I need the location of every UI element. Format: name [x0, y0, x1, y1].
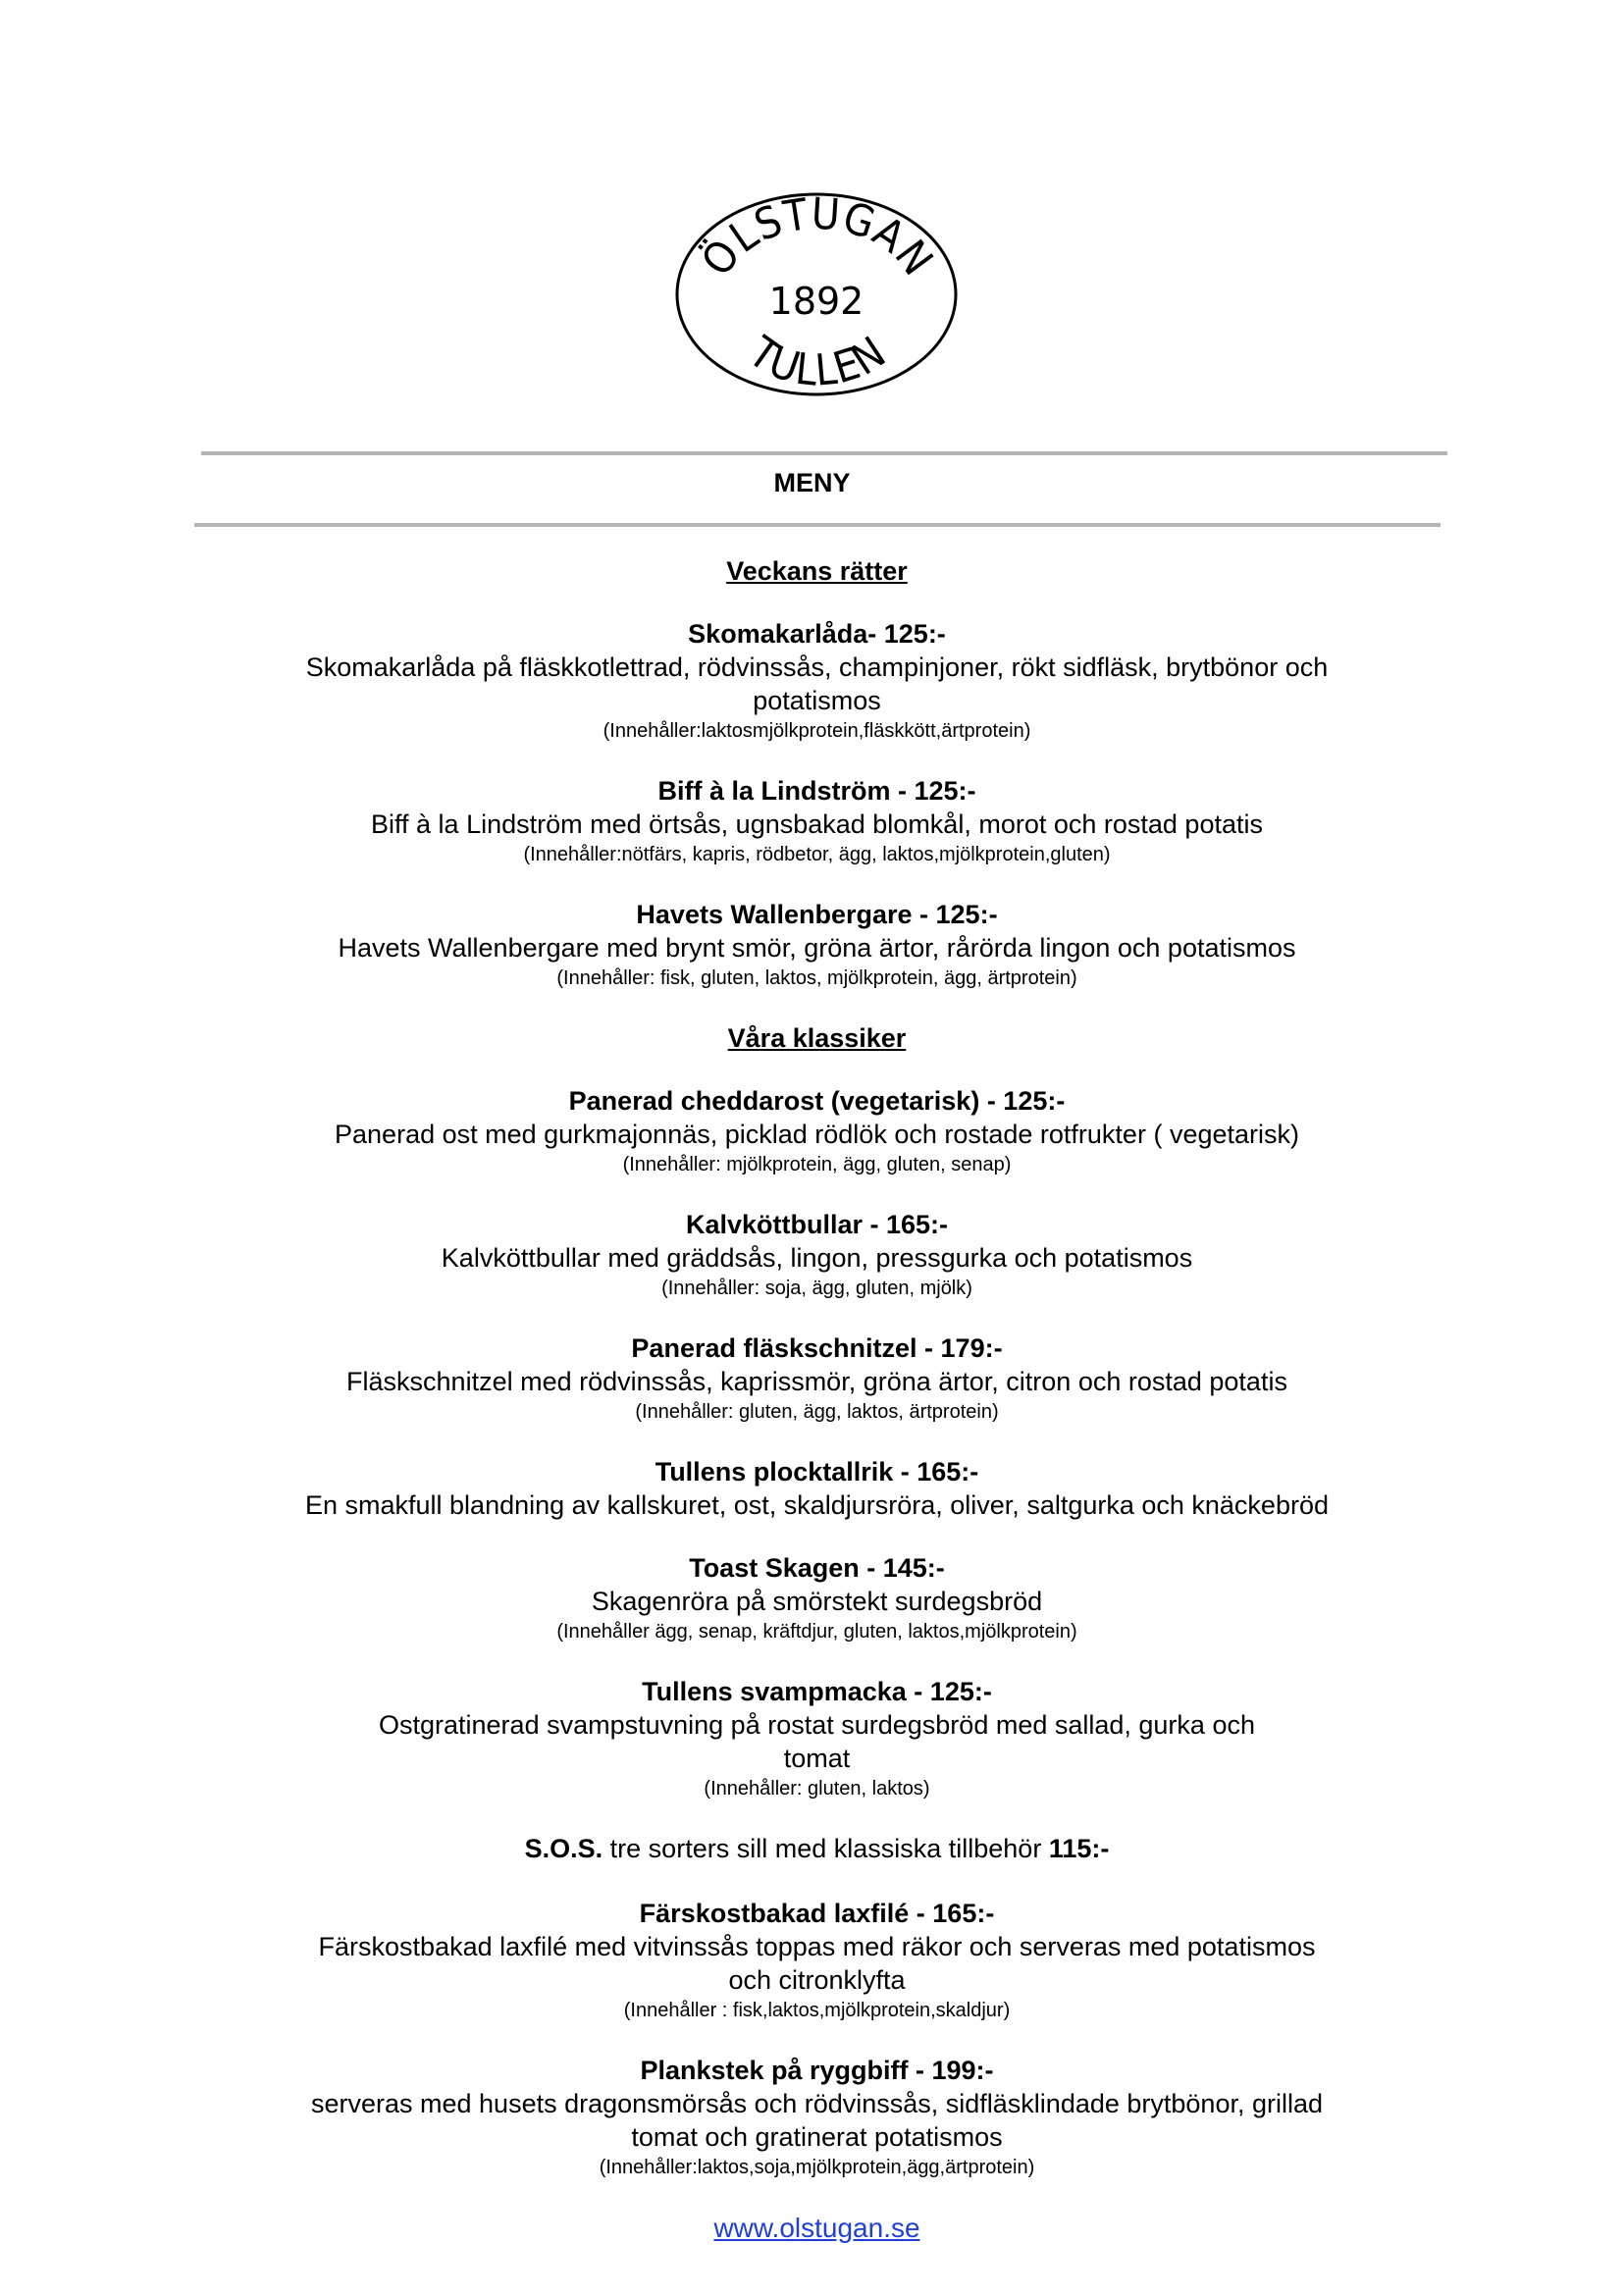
item-allergens: (Innehåller: mjölkprotein, ägg, gluten, senap) — [622, 1154, 1012, 1175]
item-description: tomat — [783, 1744, 851, 1773]
item-description: Biff à la Lindström med örtsås, ugnsbakad blomkål, morot och rostad potatis — [371, 809, 1263, 839]
item-description: Skomakarlåda på fläskkotlettrad, rödvinssås, champinjoner, rökt sidfläsk, brytbönor och — [305, 652, 1329, 682]
item-description: potatismos — [753, 686, 881, 715]
item-description: Färskostbakad laxfilé med vitvinssås toppas med räkor och serveras med potatismos — [318, 1932, 1316, 1961]
menu-item — [236, 1675, 1398, 1802]
item-name: Havets Wallenbergare - 125:- — [636, 900, 998, 929]
menu-item — [236, 1208, 1398, 1302]
menu-item — [236, 1331, 1398, 1426]
item-name: Tullens plocktallrik - 165:- — [655, 1457, 979, 1487]
item-name: Toast Skagen - 145:- — [689, 1553, 945, 1583]
item-description: tre sorters sill med klassiska tillbehör — [609, 1834, 1042, 1863]
website-link[interactable]: www.olstugan.se — [713, 2213, 920, 2243]
menu-content — [236, 554, 1398, 2246]
item-allergens: (Innehåller: soja, ägg, gluten, mjölk) — [661, 1278, 972, 1299]
item-allergens: (Innehåller:laktos,soja,mjölkprotein,ägg,ärtprotein) — [599, 2157, 1035, 2178]
logo-top-text: ÖLSTUGAN — [692, 188, 943, 286]
item-name: S.O.S. — [524, 1834, 603, 1863]
menu-item — [236, 617, 1398, 745]
item-description: Kalvköttbullar med gräddsås, lingon, pressgurka och potatismos — [441, 1243, 1193, 1273]
item-name: Skomakarlåda- 125:- — [688, 619, 946, 649]
item-name: Plankstek på ryggbiff - 199:- — [640, 2056, 994, 2085]
item-allergens: (Innehåller : fisk,laktos,mjölkprotein,skaldjur) — [623, 2000, 1011, 2021]
item-allergens: (Innehåller: gluten, laktos) — [704, 1778, 930, 1799]
item-allergens: (Innehåller: fisk, gluten, laktos, mjölkprotein, ägg, ärtprotein) — [556, 967, 1077, 989]
item-name: Panerad cheddarost (vegetarisk) - 125:- — [568, 1086, 1066, 1116]
top-divider — [201, 451, 1447, 455]
menu-item — [236, 1551, 1398, 1645]
item-description: Havets Wallenbergare med brynt smör, gröna ärtor, rårörda lingon och potatismos — [338, 933, 1296, 963]
item-description: Panerad ost med gurkmajonnäs, picklad rödlök och rostade rotfrukter ( vegetarisk) — [335, 1120, 1299, 1149]
item-allergens: (Innehåller: gluten, ägg, laktos, ärtprotein) — [635, 1401, 999, 1423]
item-description: Ostgratinerad svampstuvning på rostat surdegsbröd med sallad, gurka och — [379, 1710, 1255, 1740]
item-name: Panerad fläskschnitzel - 179:- — [631, 1333, 1003, 1363]
item-name: Kalvköttbullar - 165:- — [685, 1210, 949, 1239]
item-description: serveras med husets dragonsmörsås och rödvinssås, sidfläsklindade brytbönor, grillad — [310, 2089, 1323, 2118]
svg-text:ÖLSTUGAN — [691, 188, 942, 285]
section-heading: Våra klassiker — [727, 1023, 907, 1053]
item-description: Skagenröra på smörstekt surdegsbröd — [591, 1587, 1043, 1616]
item-name: Tullens svampmacka - 125:- — [642, 1677, 992, 1706]
bottom-divider — [194, 523, 1441, 527]
olstugan-logo — [669, 186, 964, 402]
item-allergens: (Innehåller:nötfärs, kapris, rödbetor, ägg, laktos,mjölkprotein,gluten) — [523, 844, 1111, 865]
item-price: 115:- — [1048, 1834, 1110, 1863]
menu-item — [236, 898, 1398, 992]
menu-item — [236, 1084, 1398, 1178]
menu-item — [236, 774, 1398, 868]
item-description: och citronklyfta — [728, 1965, 906, 1995]
item-name: Biff à la Lindström - 125:- — [657, 776, 976, 806]
item-name: Färskostbakad laxfilé - 165:- — [639, 1899, 995, 1928]
logo-year: 1892 — [768, 280, 864, 323]
menu-item — [236, 1455, 1398, 1522]
item-description: tomat och gratinerat potatismos — [631, 2122, 1003, 2152]
section-heading: Veckans rätter — [726, 556, 908, 586]
menu-item-inline — [236, 1832, 1398, 1865]
page-title: MENY — [773, 468, 851, 497]
menu-item — [236, 2054, 1398, 2181]
item-allergens: (Innehåller:laktosmjölkprotein,fläskkött,ärtprotein) — [602, 720, 1031, 742]
item-description: Fläskschnitzel med rödvinssås, kaprissmör, gröna ärtor, citron och rostad potatis — [346, 1367, 1287, 1396]
menu-item — [236, 1897, 1398, 2024]
item-description: En smakfull blandning av kallskuret, ost, skaldjursröra, oliver, saltgurka och knäckebröd — [304, 1490, 1329, 1520]
item-allergens: (Innehåller ägg, senap, kräftdjur, gluten, laktos,mjölkprotein) — [556, 1621, 1077, 1643]
logo-bottom-text: TULLEN — [739, 327, 896, 396]
